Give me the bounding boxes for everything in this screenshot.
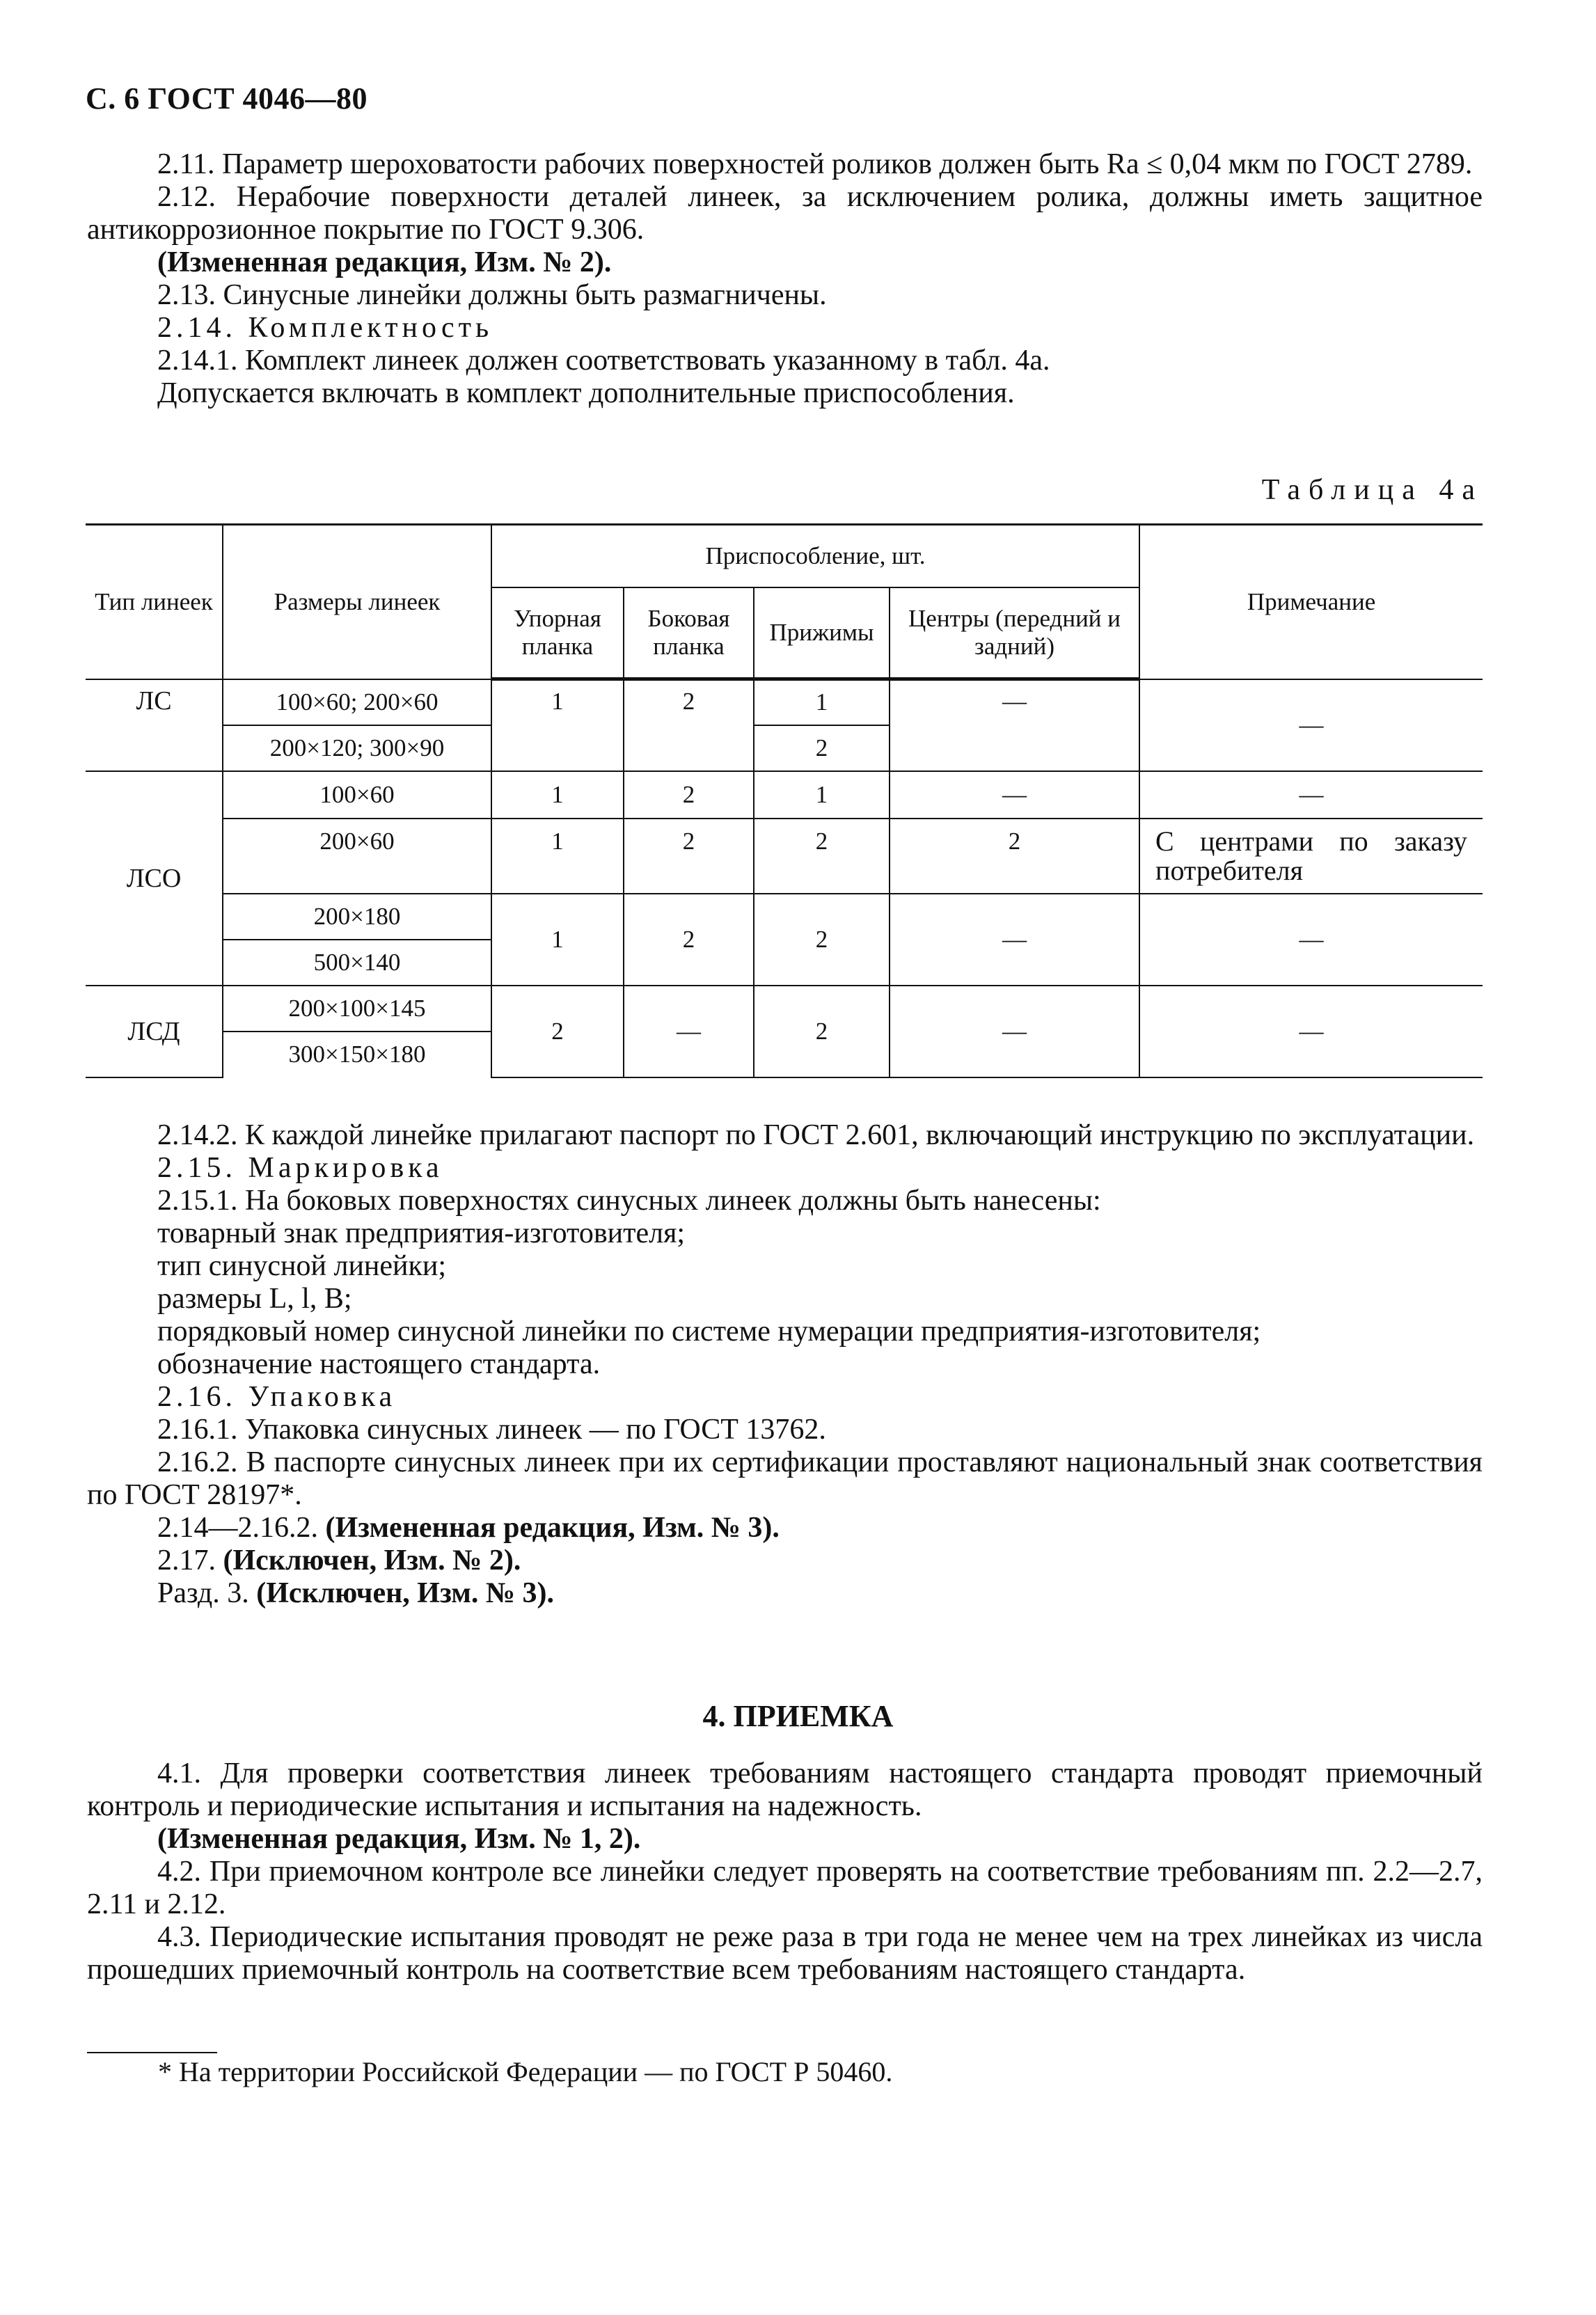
- cell-centers: —: [890, 771, 1139, 819]
- cell-side: 2: [624, 894, 754, 986]
- cell-note: —: [1139, 986, 1483, 1077]
- paragraph-2-17: [87, 1544, 1483, 1577]
- header-fixture-group: Приспособление, шт.: [491, 525, 1139, 587]
- cell-centers: —: [890, 894, 1139, 986]
- section-4-body: [87, 1757, 1483, 1986]
- section-2-bottom: [87, 1119, 1483, 1610]
- amendment-4-1: (Измененная редакция, Изм. № 1, 2).: [157, 1823, 641, 1855]
- row-type-lso: ЛСО: [86, 771, 223, 986]
- paragraph-2-13: 2.13. Синусные линейки должны быть размагничены.: [157, 279, 827, 311]
- cell-stop: 1: [491, 679, 624, 771]
- cell-size: 500×140: [223, 940, 491, 986]
- paragraph-2-12: 2.12. Нерабочие поверхности деталей линеек, за исключением ролика, должны иметь защитное антикоррозионное покрытие по ГОСТ 9.306.: [87, 181, 1483, 246]
- marking-item: обозначение настоящего стандарта.: [157, 1348, 601, 1380]
- section-2-top: [87, 148, 1483, 410]
- cell-note: —: [1139, 894, 1483, 986]
- cell-stop: 1: [491, 771, 624, 819]
- cell-size: 200×60: [223, 819, 491, 894]
- marking-item: порядковый номер синусной линейки по системе нумерации предприятия-изготовителя;: [157, 1315, 1261, 1348]
- amendment-range-prefix: 2.14—2.16.2.: [157, 1512, 318, 1544]
- cell-side: 2: [624, 819, 754, 894]
- amendment-range: [87, 1512, 1483, 1544]
- cell-size: 200×100×145: [223, 986, 491, 1032]
- footnote-divider: [87, 2052, 217, 2053]
- section-3-prefix: Разд. 3.: [157, 1577, 249, 1609]
- paragraph-2-15-1: 2.15.1. На боковых поверхностях синусных линеек должны быть нанесены:: [157, 1185, 1101, 1217]
- row-type-lsd: ЛСД: [86, 986, 223, 1077]
- header-side-plate: Боковая планка: [624, 587, 754, 679]
- cell-side: 2: [624, 679, 754, 771]
- paragraph-2-15-heading: 2.15. Маркировка: [157, 1152, 443, 1184]
- row-type-ls: ЛС: [86, 679, 223, 771]
- paragraph-4-1: 4.1. Для проверки соответствия линеек требованиям настоящего стандарта проводят приемочный контроль и периодические испытания и испытания на надежность.: [87, 1757, 1483, 1822]
- cell-stop: 2: [491, 986, 624, 1077]
- header-note: Примечание: [1139, 525, 1483, 679]
- cell-centers: —: [890, 679, 1139, 771]
- amendment-note: (Измененная редакция, Изм. № 2).: [157, 246, 612, 278]
- cell-clamps: 2: [754, 819, 890, 894]
- paragraph-2-17-note: (Исключен, Изм. № 2).: [223, 1544, 521, 1577]
- header-sizes: Размеры линеек: [223, 525, 491, 679]
- paragraph-2-14-heading: 2.14. Комплектность: [157, 312, 493, 344]
- cell-note: —: [1139, 771, 1483, 819]
- cell-clamps: 2: [754, 725, 890, 771]
- amendment-range-note: (Измененная редакция, Изм. № 3).: [325, 1512, 780, 1544]
- header-clamps: Прижимы: [754, 587, 890, 679]
- paragraph-2-14-2: 2.14.2. К каждой линейке прилагают паспорт по ГОСТ 2.601, включающий инструкцию по эксплуатации.: [157, 1119, 1475, 1151]
- cell-side: 2: [624, 771, 754, 819]
- paragraph-4-2: 4.2. При приемочном контроле все линейки следует проверять на соответствие требованиям пп. 2.2—2.7, 2.11 и 2.12.: [87, 1856, 1483, 1920]
- paragraph-2-11: 2.11. Параметр шероховатости рабочих поверхностей роликов должен быть Ra ≤ 0,04 мкм по ГОСТ 2789.: [157, 148, 1473, 180]
- marking-item: товарный знак предприятия-изготовителя;: [157, 1217, 686, 1249]
- paragraph-2-16-heading: 2.16. Упаковка: [157, 1381, 397, 1413]
- paragraph-allowed: Допускается включать в комплект дополнительные приспособления.: [157, 377, 1015, 409]
- section-3-note: [87, 1577, 1483, 1610]
- header-type: Тип линеек: [86, 525, 223, 679]
- cell-size: 200×180: [223, 894, 491, 940]
- cell-clamps: 2: [754, 986, 890, 1077]
- cell-size: 200×120; 300×90: [223, 725, 491, 771]
- cell-note: —: [1139, 679, 1483, 771]
- paragraph-2-16-2: 2.16.2. В паспорте синусных линеек при их сертификации проставляют национальный знак соответствия по ГОСТ 28197*.: [87, 1446, 1483, 1511]
- cell-note: С центрами по заказу потребителя: [1139, 819, 1483, 894]
- cell-stop: 1: [491, 894, 624, 986]
- cell-size: 100×60: [223, 771, 491, 819]
- paragraph-2-14-1: 2.14.1. Комплект линеек должен соответствовать указанному в табл. 4а.: [157, 345, 1050, 377]
- cell-side: —: [624, 986, 754, 1077]
- section-3-excluded: (Исключен, Изм. № 3).: [256, 1577, 555, 1609]
- page-header: С. 6 ГОСТ 4046—80: [86, 81, 368, 116]
- cell-clamps: 1: [754, 771, 890, 819]
- cell-size: 300×150×180: [223, 1032, 491, 1077]
- header-centers: Центры (передний и задний): [890, 587, 1139, 679]
- section-4-title: 4. ПРИЕМКА: [702, 1699, 894, 1733]
- paragraph-2-16-1: 2.16.1. Упаковка синусных линеек — по ГОСТ 13762.: [157, 1414, 826, 1446]
- footnote: * На территории Российской Федерации — по ГОСТ Р 50460.: [158, 2056, 893, 2087]
- table-4a: [86, 523, 1483, 1078]
- cell-clamps: 1: [754, 679, 890, 725]
- marking-item: тип синусной линейки;: [157, 1250, 447, 1282]
- cell-centers: 2: [890, 819, 1139, 894]
- marking-item: размеры L, l, B;: [157, 1283, 352, 1315]
- cell-clamps: 2: [754, 894, 890, 986]
- table-caption: Таблица 4а: [1261, 474, 1483, 506]
- cell-centers: —: [890, 986, 1139, 1077]
- header-stop-plate: Упорная планка: [491, 587, 624, 679]
- cell-stop: 1: [491, 819, 624, 894]
- paragraph-2-17-prefix: 2.17.: [157, 1544, 216, 1577]
- paragraph-4-3: 4.3. Периодические испытания проводят не реже раза в три года не менее чем на трех линейках из числа прошедших приемочный контроль на соответствие всем требованиям настоящего стандарта.: [87, 1921, 1483, 1986]
- cell-size: 100×60; 200×60: [223, 679, 491, 725]
